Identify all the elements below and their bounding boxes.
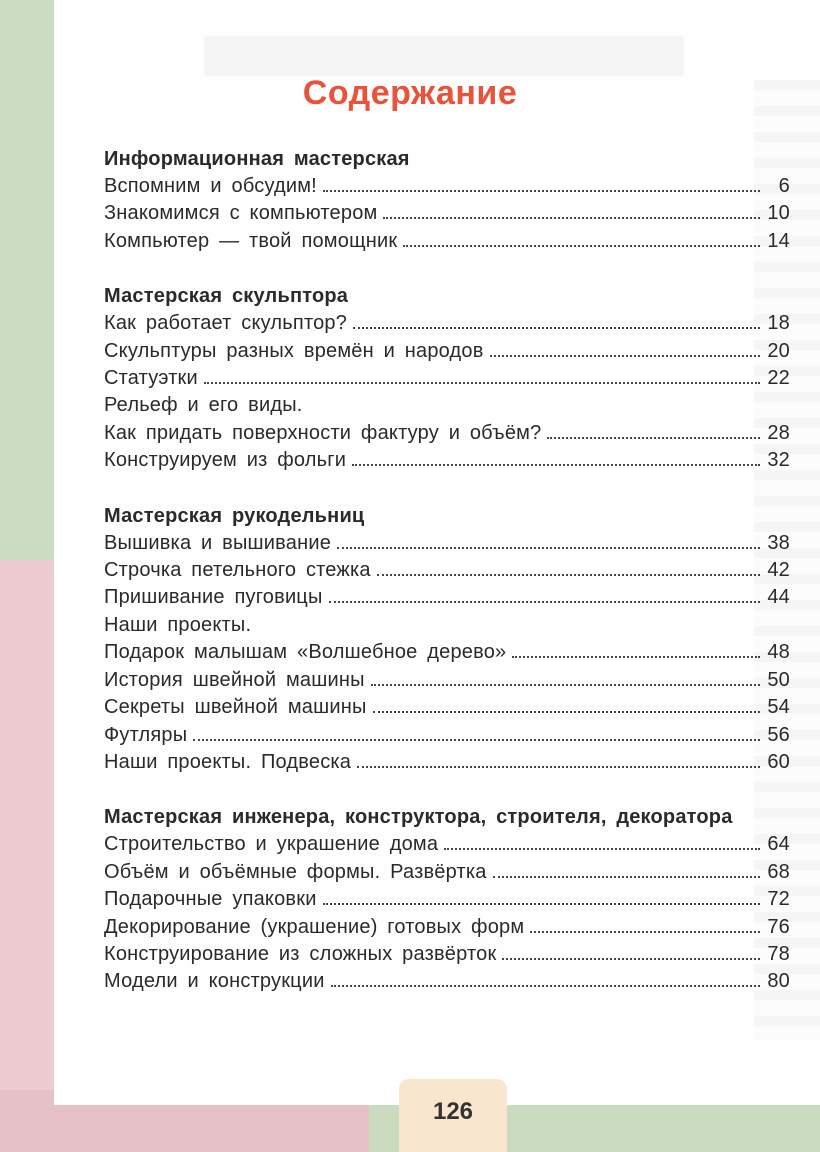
- toc-entry[interactable]: [104, 612, 790, 639]
- entry-label: Рельеф и его виды.: [104, 394, 303, 417]
- entry-page-number: 80: [767, 970, 790, 993]
- dot-leader: [512, 656, 760, 658]
- section-title: Мастерская скульптора: [104, 285, 349, 308]
- toc-entry[interactable]: [104, 420, 790, 447]
- dot-leader: [204, 382, 760, 384]
- toc-entry[interactable]: [104, 831, 790, 858]
- toc-entry[interactable]: [104, 859, 790, 886]
- entry-page-number: 22: [767, 367, 790, 390]
- dot-leader: [371, 684, 760, 686]
- dot-leader: [353, 327, 760, 329]
- entry-page-number: 18: [767, 312, 790, 335]
- entry-label: Знакомимся с компьютером: [104, 202, 378, 225]
- entry-page-number: 42: [767, 559, 790, 582]
- entry-page-number: 6: [778, 175, 790, 197]
- dot-leader: [331, 985, 760, 987]
- dot-leader: [383, 217, 760, 219]
- dot-leader: [329, 601, 760, 603]
- entry-label: Секреты швейной машины: [104, 696, 367, 719]
- entry-page-number: 54: [767, 696, 790, 719]
- toc-entry[interactable]: [104, 694, 790, 721]
- dot-leader: [357, 766, 760, 768]
- toc-entry[interactable]: [104, 338, 790, 365]
- entry-label: Подарочные упаковки: [104, 888, 317, 911]
- entry-label: Конструирование из сложных развёрток: [104, 942, 497, 965]
- toc-section: [104, 283, 790, 474]
- toc-entry[interactable]: [104, 722, 790, 749]
- dot-leader: [373, 711, 760, 713]
- toc-entry[interactable]: [104, 914, 790, 941]
- toc-entry[interactable]: [104, 173, 790, 200]
- entry-page-number: 78: [767, 942, 790, 965]
- toc-section: [104, 804, 790, 995]
- dot-leader: [530, 931, 760, 933]
- entry-page-number: 64: [767, 833, 790, 856]
- entry-page-number: 10: [767, 202, 790, 225]
- dot-leader: [493, 876, 760, 878]
- entry-label: Футляры: [104, 723, 188, 746]
- toc-entry[interactable]: [104, 365, 790, 392]
- toc-entry[interactable]: [104, 667, 790, 694]
- dot-leader: [337, 547, 760, 549]
- entry-page-number: 60: [767, 750, 790, 773]
- entry-label: Конструируем из фольги: [104, 449, 347, 472]
- dot-leader: [490, 355, 760, 357]
- page-number: 126: [432, 1098, 474, 1125]
- table-of-contents: [104, 146, 790, 1024]
- entry-label: Вспомним и обсудим!: [104, 175, 317, 197]
- dot-leader: [323, 190, 760, 192]
- section-title: Мастерская инженера, конструктора, строителя, декоратора: [104, 806, 733, 829]
- dot-leader: [193, 739, 760, 741]
- entry-page-number: 38: [767, 531, 790, 554]
- entry-page-number: 68: [767, 860, 790, 883]
- entry-label: Декорирование (украшение) готовых форм: [104, 915, 525, 938]
- toc-entry[interactable]: [104, 749, 790, 776]
- toc-section: [104, 503, 790, 777]
- entry-page-number: 20: [767, 339, 790, 362]
- entry-label: Строительство и украшение дома: [104, 833, 439, 856]
- entry-label: Наши проекты. Подвеска: [104, 750, 352, 773]
- entry-page-number: 14: [767, 229, 790, 252]
- entry-page-number: 44: [767, 586, 790, 609]
- entry-label: Подарок малышам «Волшебное дерево»: [104, 641, 507, 664]
- entry-label: Объём и объёмные формы. Развёртка: [104, 860, 487, 883]
- entry-label: Как придать поверхности фактуру и объём?: [104, 421, 542, 444]
- toc-entry[interactable]: [104, 886, 790, 913]
- entry-page-number: 28: [767, 421, 790, 444]
- page-title: Содержание: [302, 74, 518, 112]
- toc-entry[interactable]: [104, 968, 790, 995]
- section-title: Мастерская рукодельниц: [104, 504, 365, 527]
- entry-label: Модели и конструкции: [104, 970, 325, 993]
- bleed-through-text: [204, 36, 684, 76]
- toc-entry[interactable]: [104, 310, 790, 337]
- entry-page-number: 50: [767, 668, 790, 691]
- entry-label: История швейной машины: [104, 668, 365, 691]
- dot-leader: [547, 437, 760, 439]
- toc-entry[interactable]: [104, 447, 790, 474]
- entry-label: Статуэтки: [104, 367, 198, 390]
- dot-leader: [502, 958, 760, 960]
- toc-entry[interactable]: [104, 392, 790, 419]
- toc-entry[interactable]: [104, 228, 790, 255]
- toc-entry[interactable]: [104, 941, 790, 968]
- section-title: Информационная мастерская: [104, 148, 410, 170]
- dot-leader: [323, 903, 760, 905]
- toc-entry[interactable]: [104, 639, 790, 666]
- entry-label: Строчка петельного стежка: [104, 559, 371, 582]
- toc-section: [104, 146, 790, 255]
- entry-page-number: 76: [767, 915, 790, 938]
- entry-page-number: 32: [767, 449, 790, 472]
- dot-leader: [377, 574, 760, 576]
- entry-page-number: 48: [767, 641, 790, 664]
- dot-leader: [403, 245, 760, 247]
- entry-label: Как работает скульптор?: [104, 312, 348, 335]
- dot-leader: [444, 848, 760, 850]
- entry-label: Вышивка и вышивание: [104, 531, 332, 554]
- entry-label: Наши проекты.: [104, 613, 252, 636]
- toc-entry[interactable]: [104, 557, 790, 584]
- entry-page-number: 56: [767, 723, 790, 746]
- toc-entry[interactable]: [104, 530, 790, 557]
- dot-leader: [352, 464, 760, 466]
- entry-label: Скульптуры разных времён и народов: [104, 339, 484, 362]
- toc-entry[interactable]: [104, 200, 790, 227]
- entry-label: Пришивание пуговицы: [104, 586, 323, 609]
- entry-label: Компьютер — твой помощник: [104, 229, 398, 252]
- toc-entry[interactable]: [104, 584, 790, 611]
- entry-page-number: 72: [767, 888, 790, 911]
